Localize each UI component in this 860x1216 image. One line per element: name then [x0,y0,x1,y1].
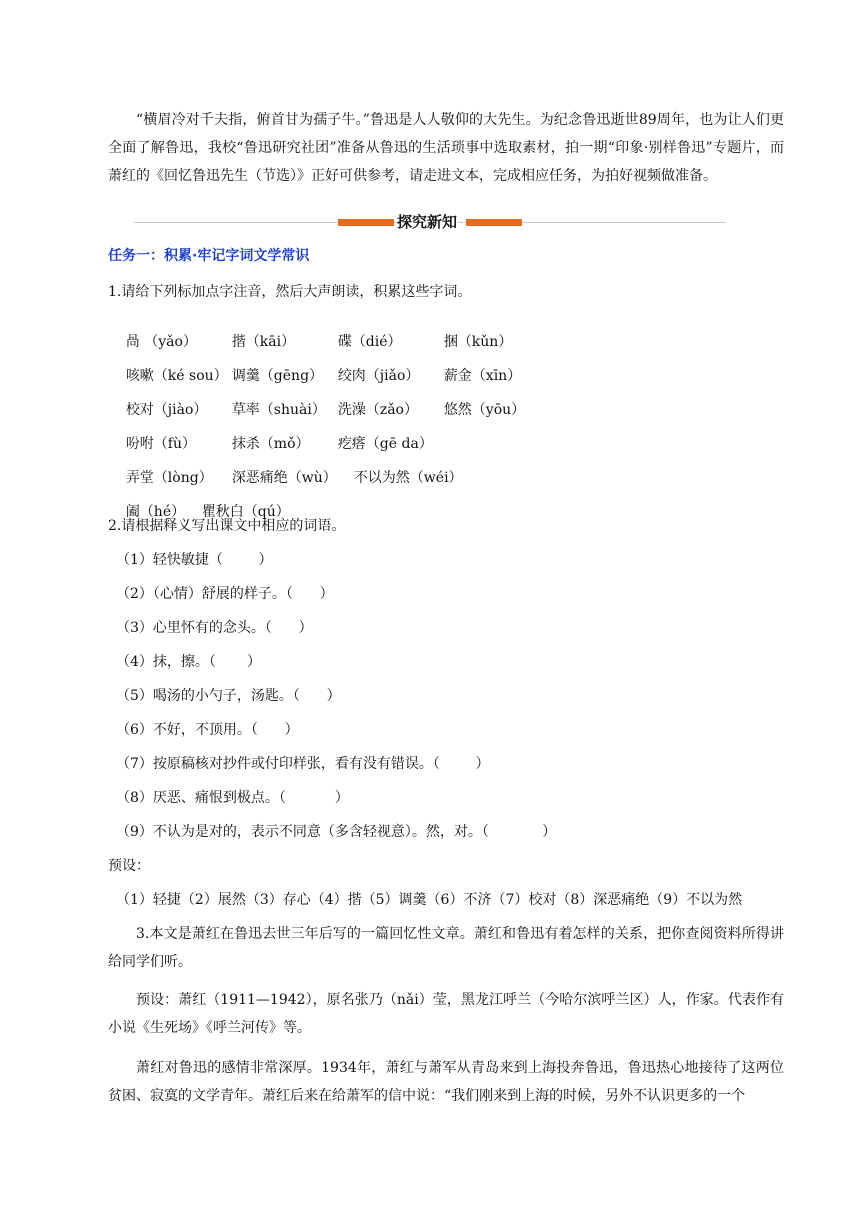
definition-item: （2）（心情）舒展的样子。（ ） [116,586,334,602]
pinyin-item: 吩咐（fù） [125,436,197,452]
pinyin-item: 咳嗽（ké sou） [125,368,228,384]
pinyin-item: 疙瘩（gē da） [337,436,433,452]
definition-item: （7）按原稿核对抄件或付印样张，看有没有错误。（ ） [116,756,490,772]
pinyin-item: 调羹（gēng） [231,368,324,384]
pinyin-item: 瞿秋白（qú） [201,504,290,520]
pinyin-item: 不以为然（wéi） [353,470,463,486]
pinyin-item: 洗澡（zǎo） [337,402,418,418]
preset-answer: （1）轻捷（2）展然（3）存心（4）揩（5）调羹（6）不济（7）校对（8）深恶痛绝（9）不以为然 [116,892,743,908]
definition-item: （5）喝汤的小勺子，汤匙。（ ） [116,688,341,704]
pinyin-item: 揩（kāi） [231,334,296,350]
pinyin-item: 阖（hé） [125,504,186,520]
task-title: 任务一：积累·牢记字词文学常识 [108,248,310,264]
divider-bar-right [466,219,522,226]
q3-preset: 预设：萧红（1911—1942），原名张乃（nǎi）莹，黑龙江呼兰（今哈尔滨呼兰区）人，作家。代表作有小说《生死场》《呼兰河传》等。 [108,992,784,1036]
intro-paragraph: “横眉冷对千夫指，俯首甘为孺子牛。”鲁迅是人人敬仰的大先生。为纪念鲁迅逝世89周年，也为让人们更全面了解鲁迅，我校“鲁迅研究社团”准备从鲁迅的生活琐事中选取素材，拍一期“印象·别样鲁迅”专题片，而萧红的《回忆鲁迅先生（节选）》正好可供参考，请走进文本，完成相应任务，为拍好视频做准备。 [108,112,784,184]
pinyin-item: 咼 （yǎo） [125,334,197,350]
pinyin-item: 草率（shuài） [231,402,326,418]
pinyin-item: 捆（kǔn） [443,334,513,350]
pinyin-item: 悠然（yōu） [443,402,526,418]
definition-item: （9）不认为是对的，表示不同意（多含轻视意）。然，对。（ ） [116,824,557,840]
preset-label: 预设： [108,858,150,874]
q1-prompt: 1.请给下列标加点字注音，然后大声朗读，积累这些字词。 [108,284,472,300]
pinyin-item: 校对（jiào） [125,402,208,418]
pinyin-item: 绞肉（jiǎo） [337,368,420,384]
definition-item: （3）心里怀有的念头。（ ） [116,620,313,636]
pinyin-item: 抹杀（mǒ） [231,436,310,452]
pinyin-item: 碟（dié） [337,334,402,350]
definition-item: （8）厌恶、痛恨到极点。（ ） [116,790,349,806]
definition-item: （6）不好，不顶用。（ ） [116,722,299,738]
q2-prompt: 2.请根据释义写出课文中相应的词语。 [108,518,346,534]
pinyin-item: 深恶痛绝（wù） [231,470,337,486]
divider-bar-left [338,219,394,226]
q3-prompt: 3.本文是萧红在鲁迅去世三年后写的一篇回忆性文章。萧红和鲁迅有着怎样的关系，把你查阅资料所得讲给同学们听。 [108,926,784,970]
pinyin-item: 薪金（xīn） [443,368,522,384]
definition-item: （4）抹，擦。（ ） [116,654,262,670]
q3-paragraph: 萧红对鲁迅的感情非常深厚。1934年，萧红与萧军从青岛来到上海投奔鲁迅，鲁迅热心地接待了这两位贫困、寂寞的文学青年。萧红后来在给萧军的信中说：“我们刚来到上海的时候，另外不认识更多的一个 [108,1060,784,1104]
definition-item: （1）轻快敏捷（ ） [116,552,273,568]
section-title: 探究新知 [397,213,458,231]
pinyin-item: 弄堂（lòng） [125,470,213,486]
